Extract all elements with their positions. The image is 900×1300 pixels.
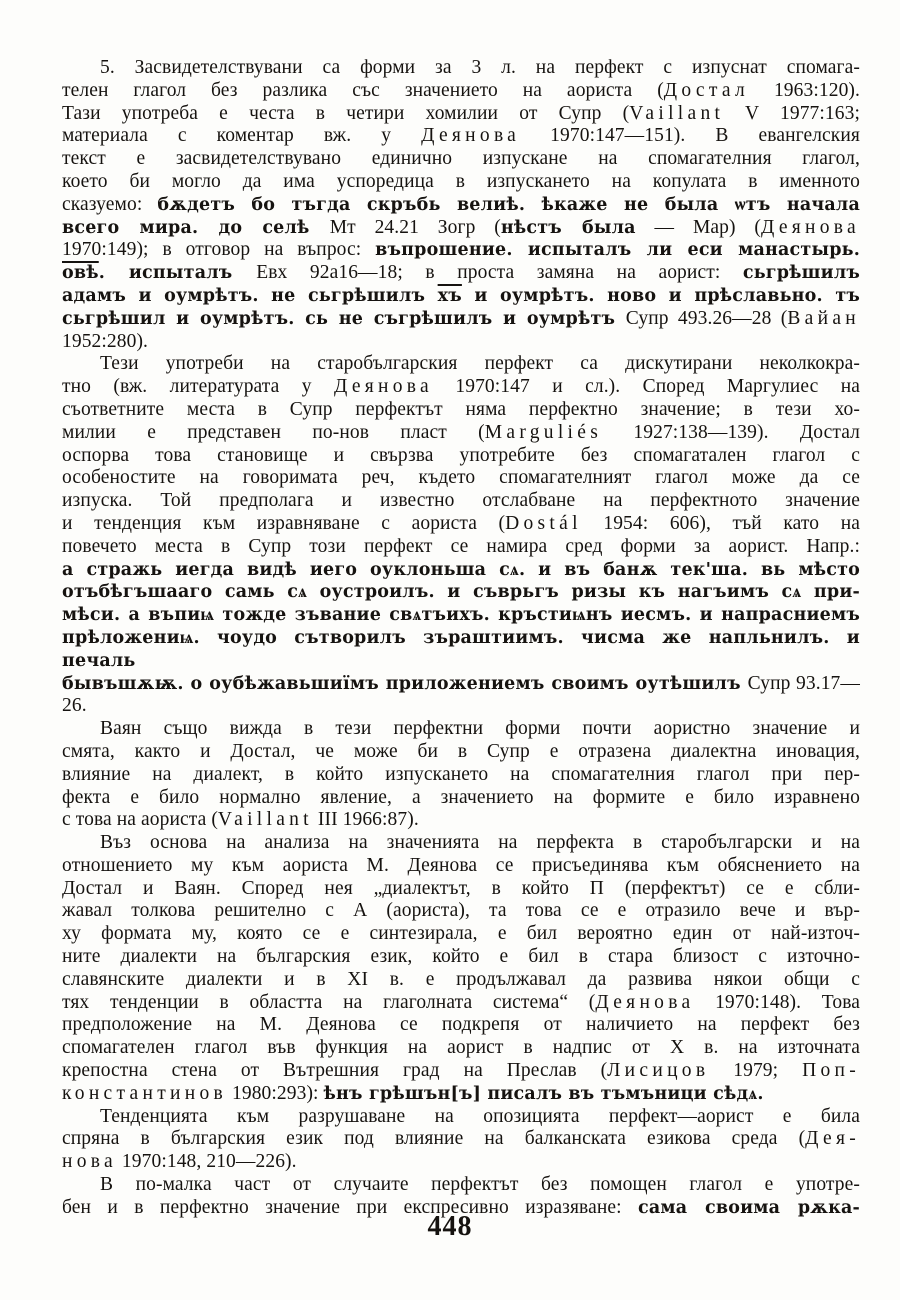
old-cyrillic-segment: прѣложениѩ. чоудо сътворилъ зъраштиимъ. чисма же напльнилъ. и печаль [62, 627, 860, 671]
text-segment: Vaillant [217, 809, 313, 831]
text-line [62, 559, 860, 582]
text-segment: влияние на диалект, в който изпускането на спомагателния глагол при пер- [62, 763, 860, 785]
text-line [62, 855, 860, 878]
text-segment: телен глагол без разлика със значението на аориста ( [62, 79, 664, 101]
text-segment: 1970:147 и сл.). Според Маргулиес на [433, 376, 860, 398]
text-segment: текст е засвидетелствувано единично изпускане на спомагателния глагол, [62, 148, 860, 170]
text-line [62, 900, 860, 923]
text-segment: милии е представен по-нов пласт ( [62, 421, 485, 443]
text-line [62, 262, 860, 285]
old-cyrillic-segment: и оумрѣтъ. ново и прѣславьно. тъ [461, 285, 860, 306]
text-line [62, 1174, 860, 1197]
text-line [62, 1151, 860, 1174]
text-line [62, 718, 860, 741]
text-segment: Dostál [505, 512, 582, 534]
text-line [62, 239, 860, 262]
text-segment: Мт 24.21 Зогр ( [329, 216, 501, 238]
text-segment: фекта е било нормално явление, а значението на формите е било изравнено [62, 786, 860, 808]
text-segment: Тази употреба е честа в четири хомилии от Супр ( [62, 102, 630, 124]
text-line [62, 923, 860, 946]
old-cyrillic-segment: всего мира. до селѣ [62, 217, 330, 238]
text-line [62, 969, 860, 992]
text-segment: нова [62, 1151, 117, 1173]
text-line [62, 513, 860, 536]
text-segment: Супр 93.17—26. [62, 672, 860, 717]
text-line [62, 1037, 860, 1060]
text-line [62, 878, 860, 901]
text-segment: спряна в българския език под влияние на балканската езикова среда ( [62, 1128, 806, 1150]
text-segment: Лисицов [607, 1060, 710, 1082]
text-segment: Marguliés [484, 421, 603, 443]
text-line [62, 627, 860, 673]
text-segment: тно (вж. литературата у [62, 376, 334, 398]
text-segment: предположение на М. Деянова се подкрепя от наличието на перфект без [62, 1014, 860, 1036]
text-segment: Достал [663, 79, 750, 101]
text-line [62, 1083, 860, 1106]
text-line [62, 741, 860, 764]
text-segment: Супр 493.26—28 ( [625, 307, 788, 329]
text-segment: което би могло да има успоредица в изпускането на копулата в именното [62, 170, 860, 192]
old-cyrillic-segment: въпрошение. испыталъ ли еси манастырь. [375, 240, 861, 261]
text-line [62, 787, 860, 810]
old-cyrillic-segment: . испыталъ [98, 263, 257, 284]
text-line [62, 673, 860, 719]
text-segment: материала с коментар вж. у [62, 125, 422, 147]
text-line [62, 946, 860, 969]
old-cyrillic-segment: овѣ [62, 263, 99, 284]
text-segment: Деянова [761, 216, 860, 238]
text-segment: Vaillant [629, 102, 725, 124]
text-line [62, 490, 860, 513]
text-line [62, 536, 860, 559]
text-segment: 5. Засвидетелствувани са форми за 3 л. на перфект с изпуснат спомага- [100, 57, 860, 78]
text-segment: оспорва това становище и свързва употребите без спомагатален глагол с [62, 444, 860, 466]
text-line [62, 1060, 860, 1083]
text-segment: — Мар) ( [635, 216, 761, 238]
old-cyrillic-segment: хъ [437, 285, 462, 306]
text-line [62, 103, 860, 126]
text-segment: ху формата му, която се е синтезирала, е бил вероятно един от най-източ- [62, 923, 860, 945]
old-cyrillic-segment: мѣси. а въпиѩ тожде зъвание свѧтъихъ. кръстиѩнъ иесмъ. и напрасниемъ [62, 605, 860, 626]
text-segment: тях тенденции в областта на глаголната система“ ( [62, 991, 596, 1013]
paragraph [62, 1106, 860, 1174]
text-segment: жавал толкова решително с А (аориста), та това се е отразило вече и вър- [62, 900, 860, 922]
text-line [62, 194, 860, 217]
text-segment: константинов [62, 1082, 228, 1104]
text-segment: Поп- [802, 1060, 860, 1082]
text-segment: крепостна стена от Вътрешния град на Преслав ( [62, 1060, 608, 1082]
text-segment: 1970:149); в отговор на въпрос: [62, 239, 376, 261]
paragraph [62, 353, 860, 718]
text-segment: 1970:147—151). В евангелския [520, 125, 860, 147]
text-segment: особеностите на говоримата реч, където спомагателният глагол може да се [62, 467, 860, 489]
text-segment: 1963:120). [749, 79, 860, 101]
text-segment: Вайан [787, 307, 860, 329]
old-cyrillic-segment: сьгрѣшил и оумрѣтъ. сь не съгрѣшилъ и оумрѣтъ [62, 308, 626, 329]
old-cyrillic-segment: сьгрѣшилъ [742, 263, 860, 284]
text-line [62, 1014, 860, 1037]
text-segment: 1970:148). Това [694, 991, 861, 1013]
old-cyrillic-segment: бывъшѫѭ. о оубѣжавьшиїмъ приложениемъ своимъ оутѣшилъ [62, 673, 748, 694]
text-line [62, 604, 860, 627]
text-line [62, 1106, 860, 1129]
text-segment: славянските диалекти и в XI в. е продължавал да развива някои общи с [62, 968, 860, 990]
text-line [62, 353, 860, 376]
text-segment: Въз основа на анализа на значенията на перфекта в старобългарски и на [100, 832, 860, 854]
text-segment: Евх 92а16—18; в проста замяна на аорист: [256, 262, 743, 284]
text-line [62, 308, 860, 331]
text-segment: В по-малка част от случаите перфектът без помощен глагол е употре- [100, 1174, 860, 1196]
text-line [62, 148, 860, 171]
old-cyrillic-segment: адамъ и оумрѣтъ. не сьгрѣшилъ [62, 285, 438, 306]
text-line [62, 285, 860, 308]
text-segment: с това на аориста ( [62, 809, 218, 831]
text-line [62, 422, 860, 445]
text-segment: Деянова [595, 991, 695, 1013]
text-segment: сказуемо: [62, 193, 158, 215]
old-cyrillic-segment: ѣнъ грѣшън[ъ] писалъ въ тъмъници сѣдѧ. [323, 1083, 764, 1104]
text-segment: 1980:293): [227, 1082, 324, 1104]
text-line [62, 445, 860, 468]
text-segment: Дея- [805, 1128, 860, 1150]
text-segment: и тенденция към изравняване с аориста ( [62, 512, 506, 534]
text-segment: ните диалекти на българския език, който е бил в стара близост с източно- [62, 946, 860, 968]
text-line [62, 992, 860, 1015]
text-segment: Деянова [421, 125, 521, 147]
text-segment: Тези употреби на старобългарския перфект са дискутирани неколкокра- [100, 353, 860, 375]
paragraph [62, 718, 860, 832]
text-line [62, 376, 860, 399]
text-segment: V 1977:163; [724, 102, 860, 124]
text-line [62, 1128, 860, 1151]
text-segment: 1979; [709, 1060, 803, 1082]
text-line [62, 581, 860, 604]
old-cyrillic-segment: бѫдетъ бо тъгда скръбь велиѣ. ѣкаже не была ѡтъ начала [157, 194, 860, 215]
text-segment: Достал и Ваян. Според нея „диалектът, в който П (перфектът) се е сбли- [62, 877, 860, 899]
paragraph [62, 57, 860, 353]
text-segment: повечето места в Супр този перфект се намира сред форми за аорист. Напр.: [62, 535, 860, 557]
text-segment: спомагателен глагол във функция на аорист в надпис от X в. на източната [62, 1037, 860, 1059]
text-segment: 1954: 606), тъй като на [581, 512, 860, 534]
text-line [62, 331, 860, 354]
text-line [62, 809, 860, 832]
text-segment: 1970:148, 210—226). [116, 1151, 297, 1173]
text-segment: смята, както и Достал, че може би в Супр е отразена диалектна иновация, [62, 740, 860, 762]
text-line [62, 467, 860, 490]
page-number: 448 [427, 1211, 473, 1242]
old-cyrillic-segment: отъбѣгъшааго самь сѧ оустроилъ. и съврьгъ ризы къ нагъимъ сѧ при- [62, 582, 860, 603]
old-cyrillic-segment: а стражь иегда видѣ иего оуклоньша сѧ. и въ банѫ тек'ша. вь мѣсто [62, 559, 860, 580]
text-segment: Деянова [334, 376, 433, 398]
text-segment: бен и в перфектно значение при експресивно изразяване: [62, 1196, 638, 1218]
text-segment: Ваян също вижда в тези перфектни форми почти аористно значение и [100, 718, 860, 740]
text-segment: III 1966:87). [312, 809, 419, 831]
text-segment: Тенденцията към разрушаване на опозицията перфект—аорист е била [100, 1105, 860, 1127]
text-line [62, 764, 860, 787]
old-cyrillic-segment: сама своима рѫка- [637, 1197, 861, 1218]
text-line [62, 399, 860, 422]
text-line [62, 125, 860, 148]
text-segment: съответните места в Супр перфектът няма перфектно значение; в тези хо- [62, 398, 860, 420]
old-cyrillic-segment: нѣстъ была [500, 217, 636, 238]
page-text-column [62, 57, 860, 1220]
text-segment: изпуска. Той предполага и известно отслабване на перфектното значение [62, 490, 860, 512]
text-line [62, 832, 860, 855]
text-segment: 1952:280). [62, 330, 149, 352]
paragraph [62, 832, 860, 1106]
text-line [62, 217, 860, 240]
text-line [62, 171, 860, 194]
text-segment: отношението му към аориста М. Деянова се присъединява към обяснението на [62, 854, 860, 876]
text-line [62, 57, 860, 80]
text-line [62, 80, 860, 103]
text-segment: 1927:138—139). Достал [602, 421, 861, 443]
